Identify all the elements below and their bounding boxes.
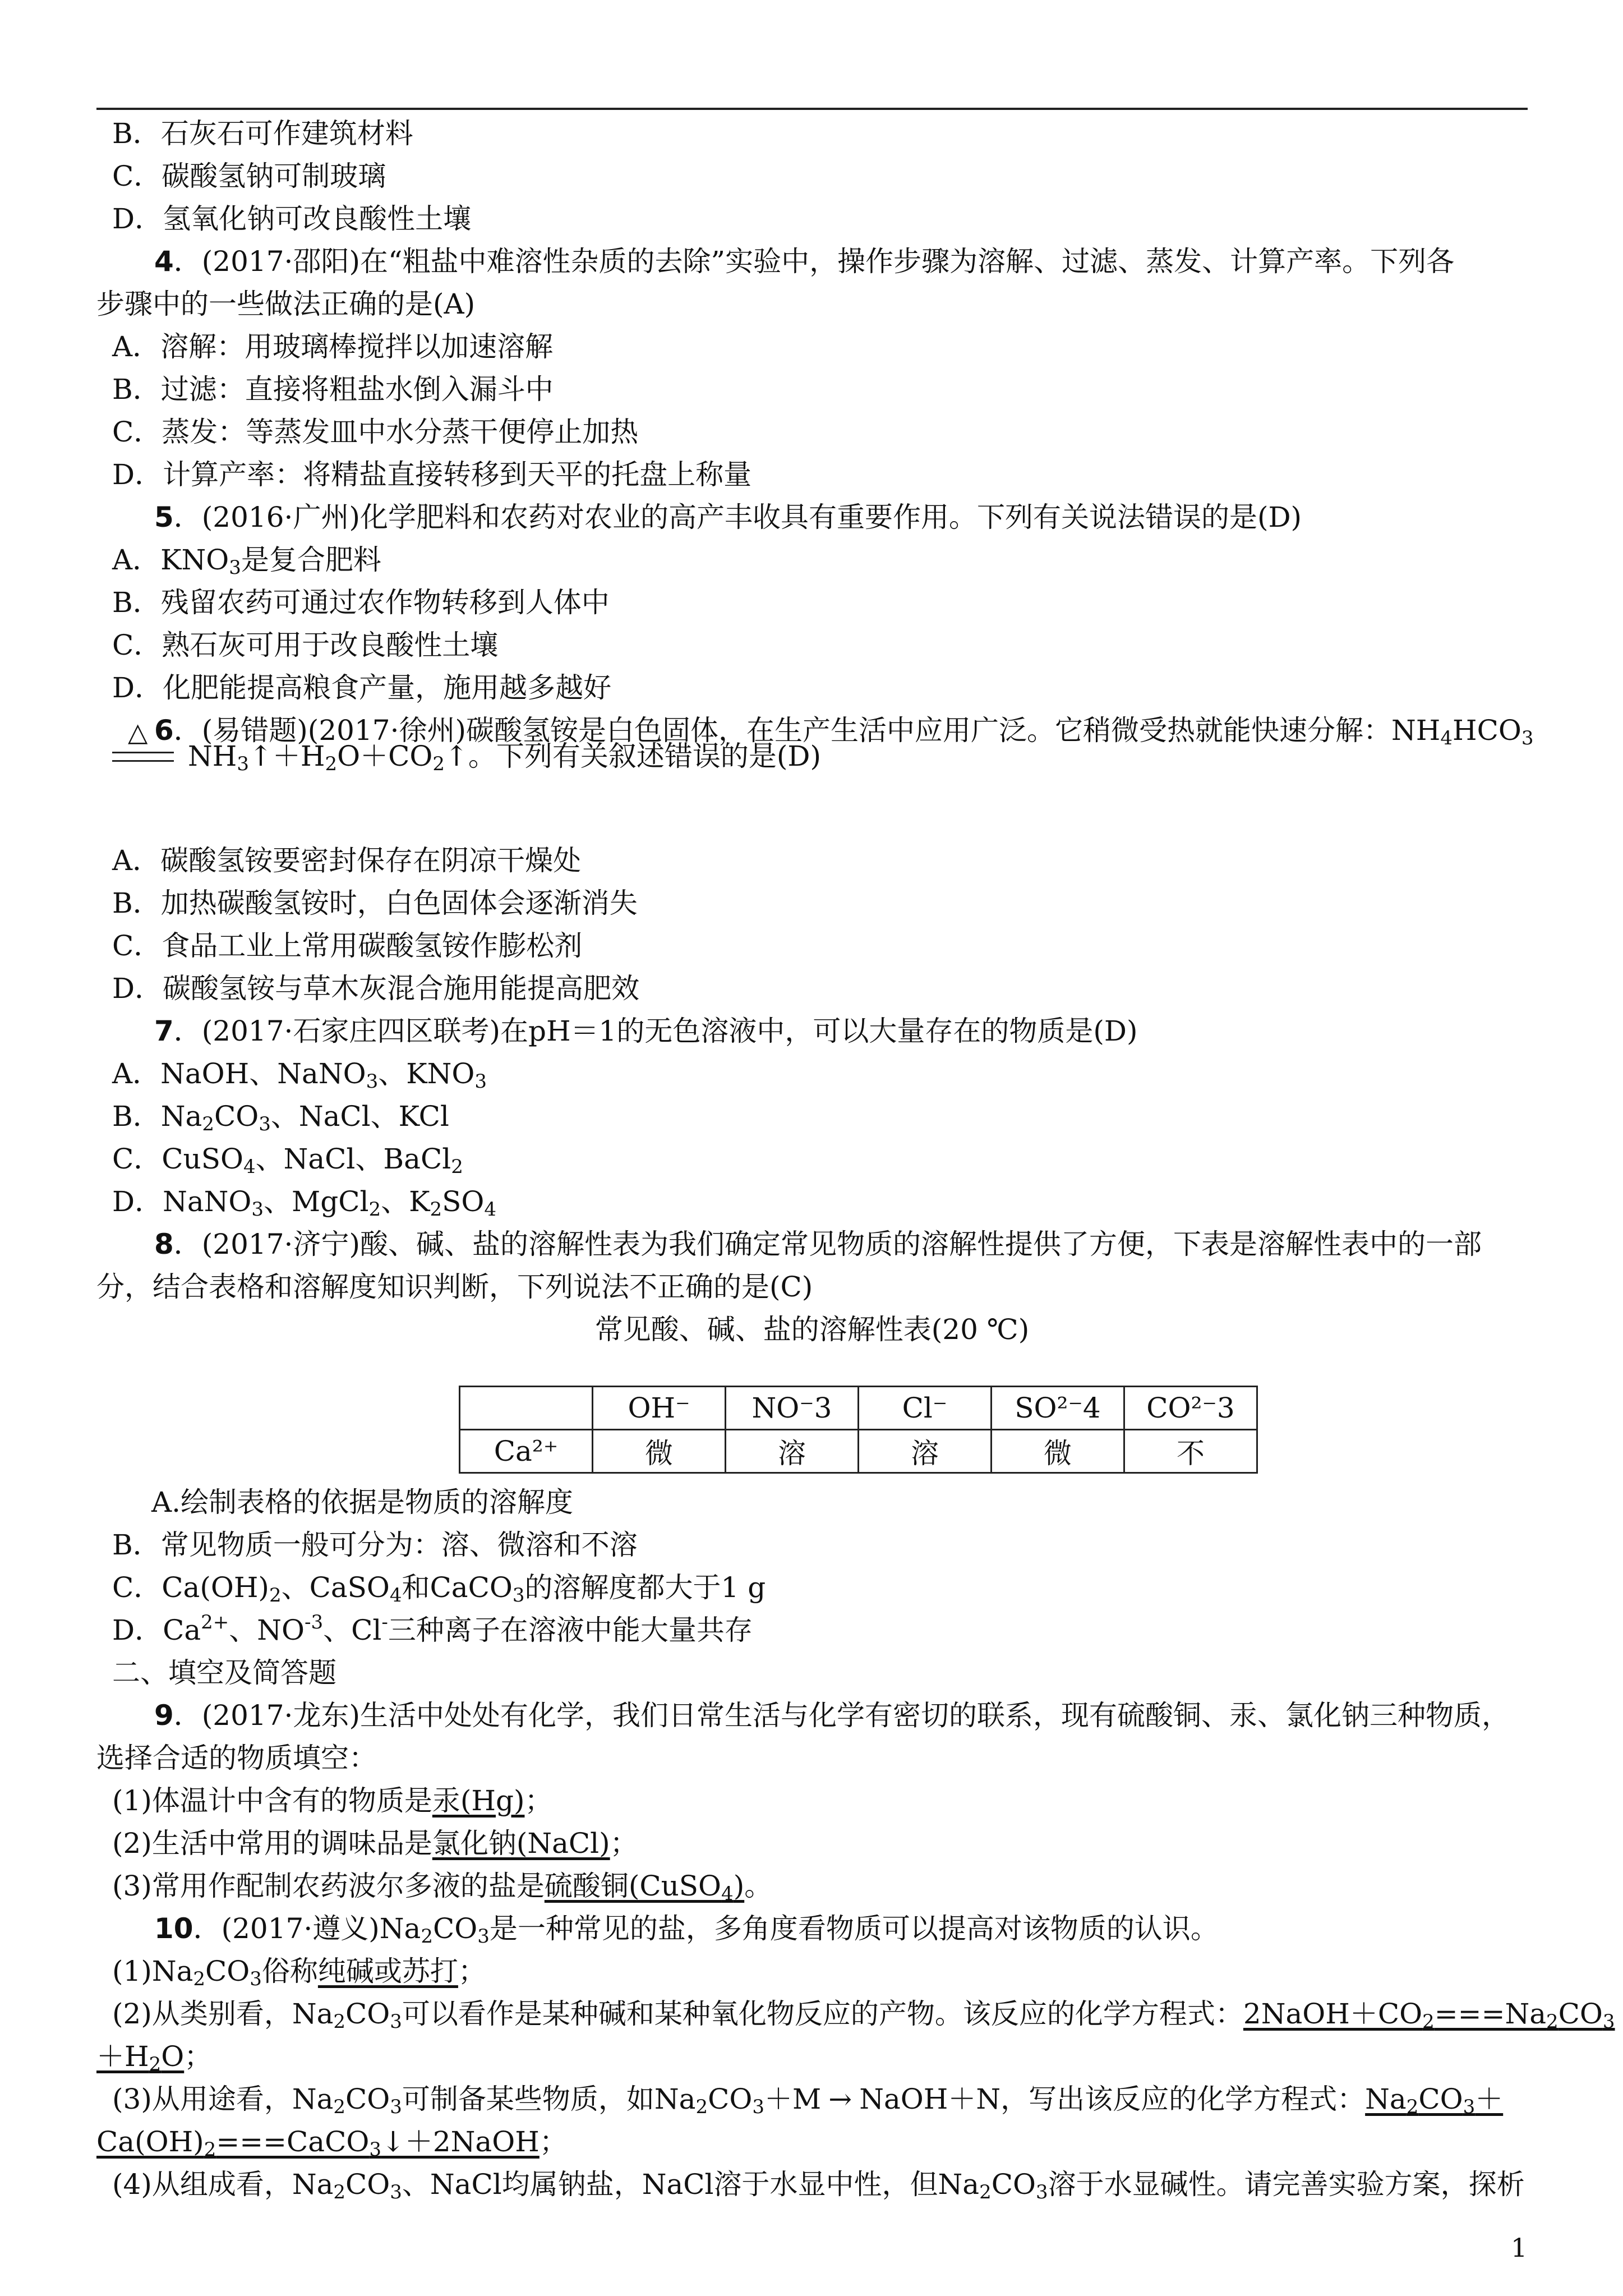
table-cell: 不 — [1124, 1430, 1257, 1473]
header-rule — [96, 108, 1528, 110]
table-header-cell: NO⁻3 — [726, 1387, 859, 1430]
q8-option-d: D．$Ca^{2+}$、$NO^{-3}$、Cl-三种离子在溶液中能大量共存 — [112, 1611, 753, 1646]
answer: 汞(Hg) — [432, 1784, 525, 1817]
q10-part-4: (4)从组成看，$Na_2CO_3$、NaCl均属钠盐，NaCl溶于水显中性，但$Na_2CO_3$溶于水显碱性。请完善实验方案，探析 — [112, 2168, 1525, 2203]
q10-part-1: $(1)Na_2CO_3$俗称纯碱或苏打； — [112, 1955, 486, 1990]
question-4-stem-cont: 步骤中的一些做法正确的是(A) — [96, 288, 476, 320]
table-header-row — [460, 1387, 1257, 1430]
q3-option-c: C．碳酸氢钠可制玻璃 — [112, 160, 386, 192]
question-5-stem: 5．(2016·广州)化学肥料和农药对农业的高产丰收具有重要作用。下列有关说法错误的是(D) — [154, 501, 1302, 533]
question-9-stem: 9．(2017·龙东)生活中处处有化学，我们日常生活与化学有密切的联系，现有硫酸铜、汞、氯化钠三种物质， — [154, 1699, 1510, 1732]
q3-option-b: B．石灰石可作建筑材料 — [112, 117, 413, 150]
q10-part-3-cont: $Ca(OH)_2===CaCO_3↓+2NaOH$； — [96, 2125, 568, 2161]
q7-option-b: B．$Na_2CO_3$、NaCl、KCl — [112, 1100, 449, 1135]
q5-option-b: B．残留农药可通过农作物转移到人体中 — [112, 586, 610, 619]
reaction-equals-sign — [112, 752, 174, 762]
q6-option-a: A．碳酸氢铵要密封保存在阴凉干燥处 — [112, 844, 582, 877]
table-header-cell: CO²⁻3 — [1124, 1387, 1257, 1430]
table-cell: 微 — [992, 1430, 1124, 1473]
table-row — [460, 1430, 1257, 1473]
answer: $2NaOH+CO_2===Na_2CO_3$ — [1243, 1998, 1615, 2033]
q9-part-2: (2)生活中常用的调味品是氯化钠(NaCl)； — [112, 1827, 638, 1860]
page-number: 1 — [1511, 2233, 1528, 2263]
question-4-stem: 4．(2017·邵阳)在“粗盐中难溶性杂质的去除”实验中，操作步骤为溶解、过滤、蒸发、计算产率。下列各 — [154, 245, 1455, 278]
q8-option-c: C．$Ca(OH)_2$、CaSO$_4$和CaCO$_3$的溶解度都大于1 g — [112, 1571, 766, 1607]
q10-part-3: (3)从用途看，$Na_2CO_3$可制备某些物质，如$Na_2CO_3+M$ → NaOH＋N，写出该反应的化学方程式：$Na_2CO_3+$ — [112, 2078, 1531, 2120]
q3-option-d: D．氢氧化钠可改良酸性土壤 — [112, 203, 472, 235]
answer: 纯碱或苏打 — [317, 1955, 458, 1987]
q4-option-c: C．蒸发：等蒸发皿中水分蒸干便停止加热 — [112, 416, 639, 448]
question-6-stem: 6．(易错题)(2017·徐州)碳酸氢铵是白色固体，在生产生活中应用广泛。它稍微受热就能快速分解：$NH_4HCO_3$ — [154, 714, 1534, 749]
q7-option-d: D．NaNO$_3$、MgCl$_2$、$K_2SO_4$ — [112, 1185, 497, 1221]
question-9-stem-cont: 选择合适的物质填空： — [96, 1742, 377, 1774]
question-6-equation: $NH_3↑+H_2O+CO_2↑$。下列有关叙述错误的是(D) — [188, 740, 822, 775]
q10-part-2: (2)从类别看，$Na_2CO_3$可以看作是某种碱和某种氧化物反应的产物。该反应的化学方程式：$2NaOH+CO_2===Na_2CO_3$ — [112, 1998, 1615, 2033]
arrow-icon: → — [828, 2083, 852, 2115]
q5-option-c: C．熟石灰可用于改良酸性土壤 — [112, 629, 499, 661]
answer: 硫酸铜(CuSO$_4$) — [544, 1870, 745, 1905]
q6-option-c: C．食品工业上常用碳酸氢铵作膨松剂 — [112, 930, 583, 962]
q5-option-d: D．化肥能提高粮食产量，施用越多越好 — [112, 671, 612, 704]
q4-option-b: B．过滤：直接将粗盐水倒入漏斗中 — [112, 373, 554, 406]
q6-option-d: D．碳酸氢铵与草木灰混合施用能提高肥效 — [112, 972, 640, 1005]
table-header-cell — [460, 1387, 593, 1430]
q6-option-b: B．加热碳酸氢铵时，白色固体会逐渐消失 — [112, 887, 638, 919]
q7-option-c: C．CuSO$_4$、NaCl、BaCl$_2$ — [112, 1143, 463, 1178]
table-row-label: Ca²⁺ — [460, 1430, 593, 1473]
answer: $+H_2O$ — [96, 2040, 185, 2076]
q10-part-2-cont: $+H_2O$； — [96, 2040, 213, 2076]
q8-option-b: B．常见物质一般可分为：溶、微溶和不溶 — [112, 1529, 638, 1561]
section-heading: 二、填空及简答题 — [112, 1657, 336, 1689]
table-header-cell: Cl⁻ — [859, 1387, 992, 1430]
table-title: 常见酸、碱、盐的溶解性表(20 ℃) — [594, 1313, 1030, 1346]
answer: $Na_2CO_3+$ — [1365, 2083, 1504, 2118]
table-cell: 微 — [593, 1430, 726, 1473]
q5-option-a: A．$KNO_3$是复合肥料 — [112, 544, 381, 579]
solubility-table — [459, 1386, 1258, 1474]
question-7-stem: 7．(2017·石家庄四区联考)在pH＝1的无色溶液中，可以大量存在的物质是(D) — [154, 1015, 1138, 1047]
table-cell: 溶 — [859, 1430, 992, 1473]
question-8-stem-cont: 分，结合表格和溶解度知识判断，下列说法不正确的是(C) — [96, 1271, 813, 1303]
heat-delta-symbol: △ — [128, 717, 148, 747]
table-cell: 溶 — [726, 1430, 859, 1473]
answer: $Ca(OH)_2===CaCO_3↓+2NaOH$ — [96, 2125, 540, 2161]
question-8-stem: 8．(2017·济宁)酸、碱、盐的溶解性表为我们确定常见物质的溶解性提供了方便，下表是溶解性表中的一部 — [154, 1228, 1482, 1260]
q8-option-a: A.绘制表格的依据是物质的溶解度 — [151, 1486, 574, 1519]
q4-option-d: D．计算产率：将精盐直接转移到天平的托盘上称量 — [112, 458, 752, 491]
q7-option-a: A．NaOH、NaNO$_3$、$KNO_3$ — [112, 1057, 487, 1093]
answer: 氯化钠(NaCl) — [432, 1827, 610, 1860]
table-header-cell: SO²⁻4 — [992, 1387, 1124, 1430]
q9-part-3: (3)常用作配制农药波尔多液的盐是硫酸铜(CuSO$_4$)。 — [112, 1870, 773, 1905]
question-10-stem: 10．(2017·遵义)$Na_2CO_3$是一种常见的盐，多角度看物质可以提高对该物质的认识。 — [154, 1912, 1219, 1948]
q4-option-a: A．溶解：用玻璃棒搅拌以加速溶解 — [112, 330, 554, 363]
q9-part-1: (1)体温计中含有的物质是汞(Hg)； — [112, 1784, 553, 1817]
table-header-cell: OH⁻ — [593, 1387, 726, 1430]
